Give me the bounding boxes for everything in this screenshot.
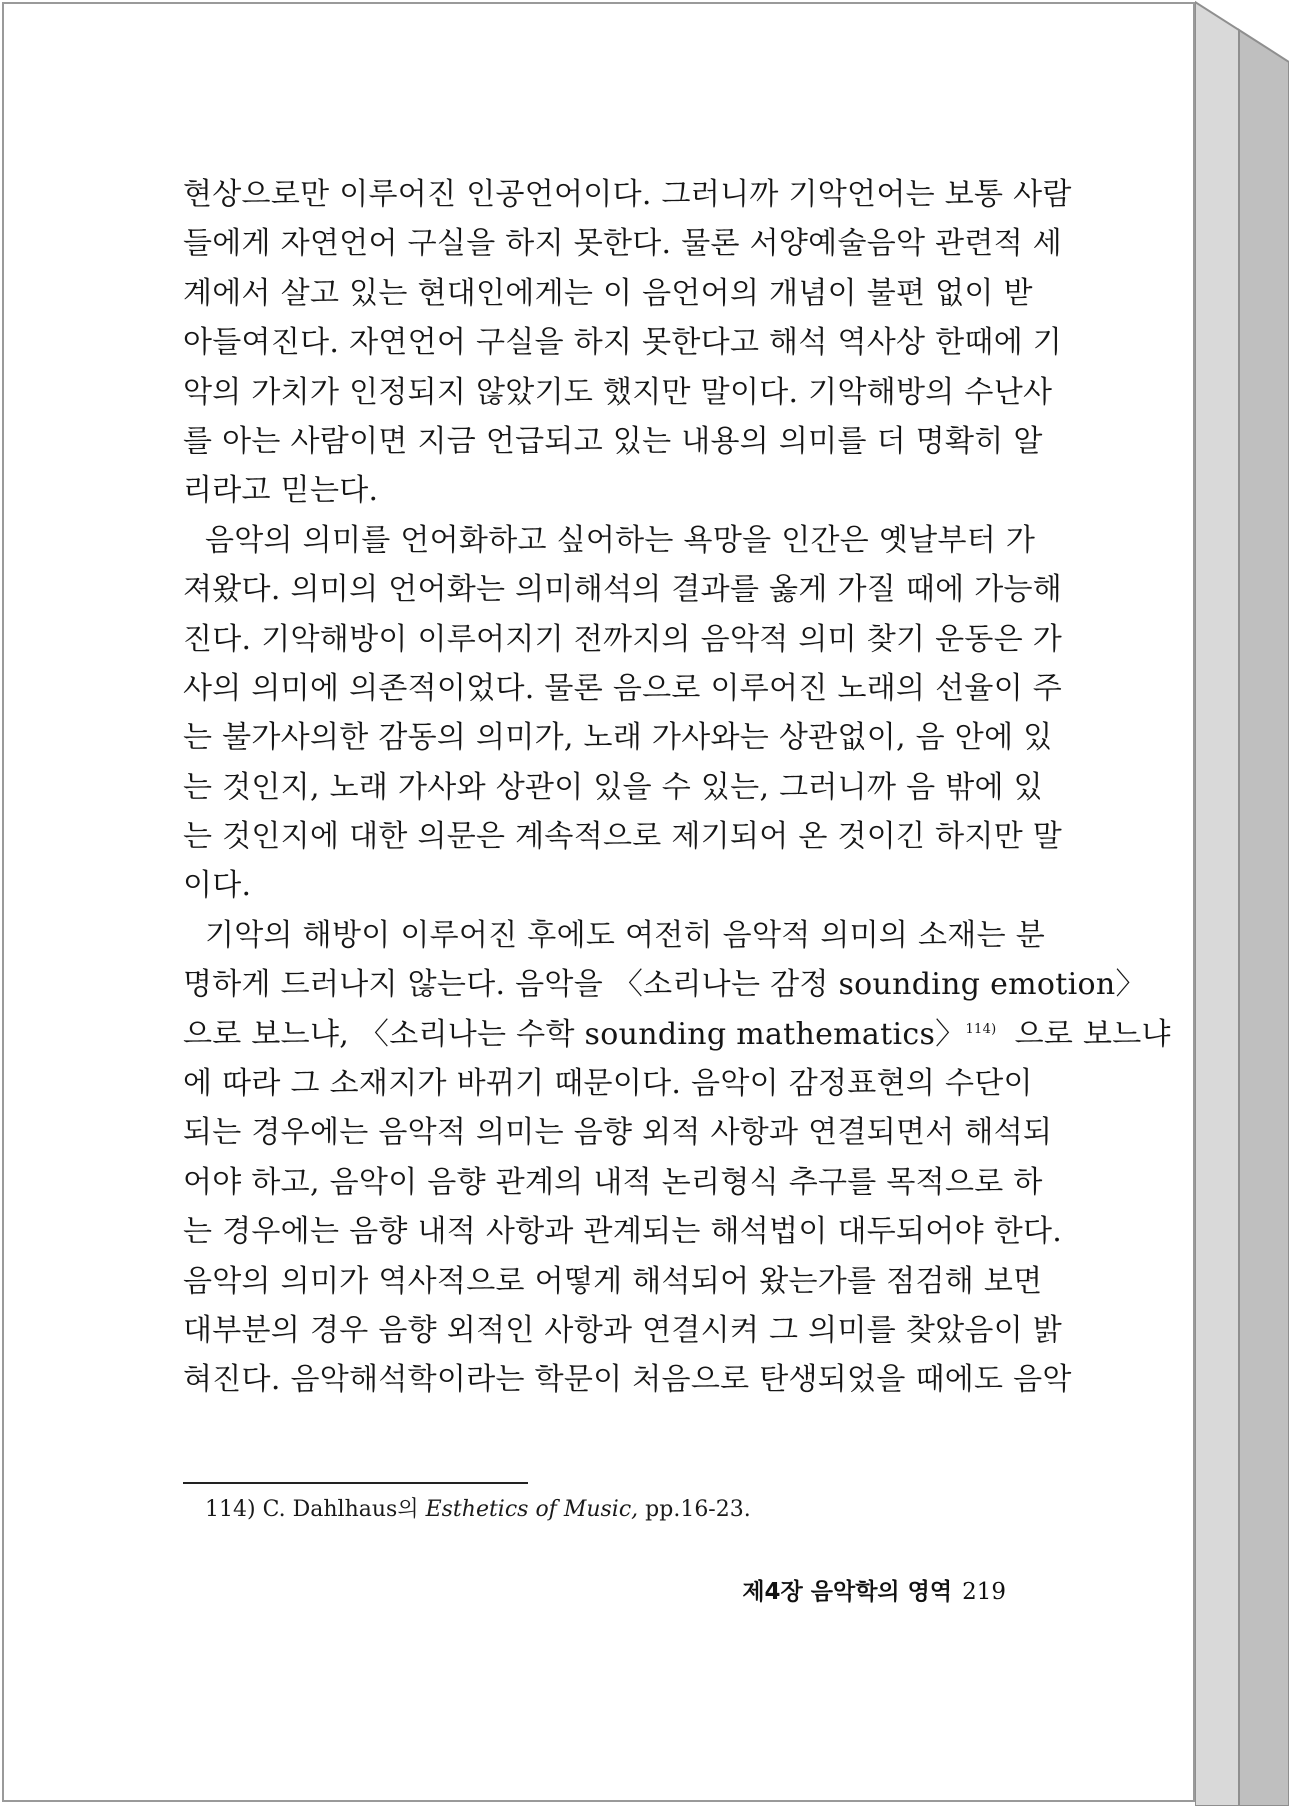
text-line: 는 경우에는 음향 내적 사항과 관계되는 해석법이 대두되어야 한다.: [183, 1214, 1063, 1250]
text-line-with-footnote: [183, 1010, 1171, 1059]
paragraph-first-line: 기악의 해방이 이루어진 후에도 여전히 음악적 의미의 소재는 분: [205, 917, 1045, 953]
text-line: 이다.: [183, 868, 252, 904]
page-stack-edge: [1195, 0, 1289, 1806]
text-line: 되는 경우에는 음악적 의미는 음향 외적 사항과 연결되면서 해석되: [183, 1115, 1053, 1151]
text-line: 아들여진다. 자연언어 구실을 하지 못한다고 해석 역사상 한때에 기: [183, 325, 1063, 361]
text-line: 에 따라 그 소재지가 바뀌기 때문이다. 음악이 감정표현의 수단이: [183, 1066, 1033, 1102]
text-line: 들에게 자연언어 구실을 하지 못한다. 물론 서양예술음악 관련적 세: [183, 226, 1063, 262]
footnote-title: Esthetics of Music,: [425, 1497, 639, 1522]
text-line: 진다. 기악해방이 이루어지기 전까지의 음악적 의미 찾기 운동은 가: [183, 621, 1063, 657]
text-line: 는 불가사의한 감동의 의미가, 노래 가사와는 상관없이, 음 안에 있: [183, 720, 1053, 756]
page-number: 219: [962, 1579, 1006, 1605]
text-line: 어야 하고, 음악이 음향 관계의 내적 논리형식 추구를 목적으로 하: [183, 1164, 1043, 1200]
text-line: 계에서 살고 있는 현대인에게는 이 음언어의 개념이 불편 없이 받: [183, 275, 1033, 311]
text-segment: 으로 보느냐: [1014, 1016, 1171, 1052]
text-line: 를 아는 사람이면 지금 언급되고 있는 내용의 의미를 더 명확히 알: [183, 423, 1043, 459]
footnote-rule: [183, 1482, 528, 1484]
text-line: 져왔다. 의미의 언어화는 의미해석의 결과를 옳게 가질 때에 가능해: [183, 572, 1063, 608]
text-segment: 으로 보느냐, 〈소리나는 수학 sounding mathematics〉: [183, 1016, 966, 1052]
running-footer: [742, 1573, 1006, 1606]
footnote-pages: pp.16-23.: [645, 1497, 751, 1522]
footnote-author: C. Dahlhaus의: [262, 1497, 419, 1522]
text-line: 대부분의 경우 음향 외적인 사항과 연결시켜 그 의미를 찾았음이 밝: [183, 1312, 1063, 1348]
text-line: 는 것인지에 대한 의문은 계속적으로 제기되어 온 것이긴 하지만 말: [183, 819, 1063, 855]
footnote-number: 114): [205, 1497, 256, 1522]
text-line: 현상으로만 이루어진 인공언어이다. 그러니까 기악언어는 보통 사람: [183, 177, 1072, 212]
text-line: 음악의 의미가 역사적으로 어떻게 해석되어 왔는가를 점검해 보면: [183, 1263, 1043, 1299]
body-text: [183, 170, 1171, 1405]
text-line: 는 것인지, 노래 가사와 상관이 있을 수 있는, 그러니까 음 밖에 있: [183, 769, 1043, 805]
text-line: 사의 의미에 의존적이었다. 물론 음으로 이루어진 노래의 선율이 주: [183, 670, 1063, 706]
text-line: 혀진다. 음악해석학이라는 학문이 처음으로 탄생되었을 때에도 음악: [183, 1362, 1072, 1398]
text-line: 명하게 드러나지 않는다. 음악을 〈소리나는 감정 sounding emotion〉: [183, 967, 1146, 1003]
footnote-marker: 114): [965, 1021, 997, 1037]
footnote: [205, 1492, 751, 1523]
text-line: 악의 가치가 인정되지 않았기도 했지만 말이다. 기악해방의 수난사: [183, 374, 1053, 410]
text-line: 리라고 믿는다.: [183, 473, 379, 509]
paragraph-first-line: 음악의 의미를 언어화하고 싶어하는 욕망을 인간은 옛날부터 가: [205, 522, 1036, 558]
chapter-title: 제4장 음악학의 영역: [742, 1579, 953, 1605]
